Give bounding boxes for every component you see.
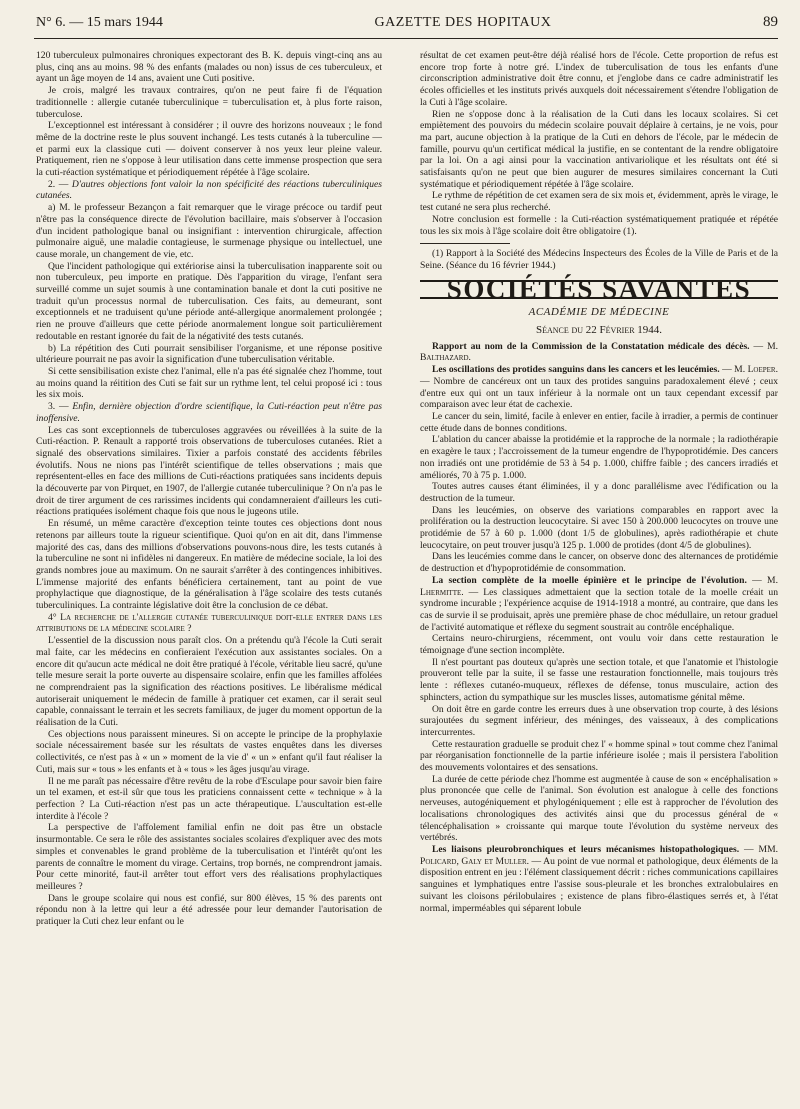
paragraph: La durée de cette période chez l'homme est augmentée à cause de son « encéphalisation » plus prononcée que celle de l'animal. Son évolution est analogue à celle des fonctions nerveuses, autogéniquement et phylogéniquement ; elle est à rapprocher de l'évolution des localisations chronologiques des activités ainsi que du processus général de « télencéphalisation » croissante qui marque toute l'évolution du système nerveux des vertébrés. bbox=[420, 773, 778, 844]
paragraph: Cette restauration graduelle se produit chez l' « homme spinal » tout comme chez l'animal par réorganisation fonctionnelle de la partie inférieure isolée ; mais il persistera l'abolition des mouvements volontaires et des sensations. bbox=[420, 738, 778, 774]
paragraph: On doit être en garde contre les erreurs dues à une observation trop courte, à des lésions surajoutées du segment inférieur, des méninges, des vaisseaux, à des complications intercurrentes. bbox=[420, 703, 778, 738]
section-banner: SOCIÉTÉS SAVANTES bbox=[420, 280, 778, 300]
paragraph: Le cancer du sein, limité, facile à enlever en entier, facile à irradier, a permis de continuer cette étude dans de bonnes conditions. bbox=[420, 410, 778, 434]
paragraph: Les cas sont exceptionnels de tuberculoses aggravées ou réveillées à la suite de la Cuti-réaction. P. Renault a rapporté trois observations de tuberculoses cutanées. Riet a signalé des observations similaires. Tixier a parfois constaté des accidents fébriles évolutifs. Nous ne nions pas l'intérêt scientifique de telles observations ; mais que représentent-elles en face des millions de Cuti-réactions pratiquées sans incidents depuis la découverte par von Pirquet, en 1907, de l'allergie cutanée tuberculinique ? On n'a pas le droit de tirer argument de ces rarissimes incidents qui condamneraient d'ailleurs les cuti-réactions pratiquées isolément chaque fois que nous le jugeons utile. bbox=[36, 424, 382, 518]
section-title: La recherche de l'allergie cutanée tuberculinique doit-elle entrer dans les attributions de la médecine scolaire ? bbox=[36, 611, 382, 635]
paragraph: Dans le groupe scolaire qui nous est confié, sur 800 élèves, 15 % des parents ont répondu non à la lettre qui leur a été adressée pour leur demander l'autorisation de pratiquer la Cuti chez leur enfant ou le bbox=[36, 892, 382, 928]
paragraph: En résumé, un même caractère d'exception teinte toutes ces objections dont nous retenons par ailleurs toute la rigueur scientifique. Quoi qu'on en ait dit, dans l'immense majorité des cas, dans des millions d'observations pouvons-nous dire, les tests cutanés à la tuberculine ne sont ni infidèles ni dangereux. En matière de médecine sociale, la loi des grands nombres joue au maximum. On ne saurait s'arrêter à des contingences inhibitives. L'immense majorité des enfants bénéficiera certainement, tant au point de vue prophylactique que diagnostique, de la généralisation à l'âge scolaire des tests cutanés tuberculiniques. La contrainte législative doit être la conclusion de ce débat. bbox=[36, 518, 382, 612]
communication-entry bbox=[420, 575, 778, 634]
paragraph: L'exceptionnel est intéressant à considérer ; il ouvre des horizons nouveaux ; le fond même de la doctrine reste le plus souvent inchangé. Les tests cutanés à la tuberculine — et parmi eux la classique cuti — doivent conserver à nos yeux leur pleine valeur. Pratiquement, rien ne s'oppose à leur utilisation dans cette immense prospection que sera la cuti-réaction systématique et périodiquement répétée à l'âge scolaire. bbox=[36, 120, 382, 179]
communication-entry bbox=[420, 364, 778, 411]
communication-title: Les liaisons pleurobronchiques et leurs mécanismes histopathologiques. bbox=[432, 844, 740, 855]
issue-number: N° 6. — 15 mars 1944 bbox=[36, 15, 163, 30]
communication-author: — M. Loeper. — bbox=[420, 364, 778, 387]
communication-title: La section complète de la moelle épinière et le principe de l'évolution. bbox=[432, 574, 747, 586]
paragraph: Le rythme de répétition de cet examen sera de six mois et, évidemment, après le virage, le test cutané ne sera plus recherché. bbox=[420, 190, 778, 214]
paragraph: La perspective de l'affolement familial enfin ne doit pas être un obstacle insurmontable. Ce sera le rôle des assistantes sociales scolaires d'expliquer avec des mots simples et convenables le grand problème de la tuberculisation et l'intérêt qu'ont les parents de connaître le moment du virage. Certains, trop bornés, ne comprendront jamais. Pour cette minorité, faut-il arrêter tout effort vers des réalisations prophylactiques meilleures ? bbox=[36, 822, 382, 892]
section-heading bbox=[36, 612, 382, 635]
communication-text: Les classiques admettaient que la section totale de la moelle créait un syndrome incurable ; l'expérience acquise de 1914-1918 a montré, au contraire, que dans les cas de survie il se produisait, après une première phase de choc médullaire, un retour graduel de l'activité automatique et réflexe du segment soustrait au contrôle encéphalique. bbox=[420, 586, 779, 633]
paragraph: Toutes autres causes étant éliminées, il y a donc parallélisme avec l'édification ou la destruction de la tumeur. bbox=[420, 481, 778, 504]
communication-author: — MM. Policard, Galy et Muller. — bbox=[420, 844, 778, 867]
session-date: Séance du 22 Février 1944. bbox=[535, 324, 663, 337]
objection-heading bbox=[36, 401, 382, 424]
paragraph: Dans les leucémies comme dans le cancer, on observe donc des alternances de protidémie de destruction et d'hypoprotidémie de consommation. bbox=[420, 551, 778, 575]
academy-heading: ACADÉMIE DE MÉDECINE bbox=[528, 306, 670, 319]
running-header bbox=[36, 14, 778, 36]
journal-title: GAZETTE DES HOPITAUX bbox=[374, 15, 552, 30]
objection-title: D'autres objections font valoir la non spécificité des réactions tuberculiniques cutanées. bbox=[36, 178, 382, 202]
paragraph: Notre conclusion est formelle : la Cuti-réaction systématiquement pratiquée et répétée tous les six mois à l'âge scolaire doit être obligatoire (1). bbox=[420, 213, 778, 237]
paragraph: Je crois, malgré les travaux contraires, qu'on ne peut faire fi de l'équation traditionnelle : allergie cutanée tuberculinique = tuberculisation et, à plus forte raison, tuberculose. bbox=[36, 85, 382, 120]
paragraph: Que l'incident pathologique qui extériorise ainsi la tuberculisation inapparente soit ou non tuberculeux, peu importe en pratique. Dès l'apparition du virage, l'enfant sera surveillé comme un sujet soumis à une contamination banale et dont la cuti positive ne traduit qu'un processus normal de tuberculisation. Ces faits, au demeurant, sont exceptionnels et ne traduisent qu'une période anté-allergique anormalement prolongée ; rien ne prouve d'ailleurs que cette période anormalement longue soit particulièrement redoutable en restant ignorée du fait de la négativité des tests cutanés. bbox=[36, 260, 382, 342]
communication-title: Les oscillations des protides sanguins dans les cancers et les leucémies. bbox=[432, 364, 720, 376]
paragraph: Il n'est pourtant pas douteux qu'après une section totale, et que l'anatomie et l'histologie prouveront telle par la suite, il se fasse une restauration fonctionnelle, mais toujours très lente : réflexes cutanéo-muqueux, réflexes de défense, tonus musculaire, action des sphincters, action du sympathique sur les muscles lisses, automatisme génital même. bbox=[420, 656, 778, 703]
communication-author: — M. Lhermitte. — bbox=[420, 574, 778, 598]
right-column bbox=[420, 50, 778, 914]
communication-text: Nombre de cancéreux ont un taux des protides sanguins paradoxalement élevé ; ceux d'entre eux qui ont un taux inférieur à la normale ont un taux cependant excessif par comparaison avec leur état de cachexie. bbox=[420, 375, 778, 411]
paragraph: Rien ne s'oppose donc à la réalisation de la Cuti dans les locaux scolaires. Si cet empiètement des pouvoirs du médecin scolaire pouvait déplaire à certains, je ne vois, pour ma part, aucune objection à la pratique de la Cuti en dehors de l'école, par le médecin de famille, pourvu qu'un certificat médical la justifie, en se contentant de la rendre obligatoire par la loi. On a agi ainsi pour la vaccination antivariolique et les résultats ont été si satisfaisants qu'on ne peut que bien augurer de mesures similaires concernant la Cuti systématique et périodiquement répétée à l'âge scolaire. bbox=[420, 108, 778, 190]
paragraph: b) La répétition des Cuti pourrait sensibiliser l'organisme, et une réponse positive ultérieure pourrait ne pas avoir la signification d'une tuberculisation véritable. bbox=[36, 342, 382, 366]
paragraph: Ces objections nous paraissent mineures. Si on accepte le principe de la prophylaxie sociale nécessairement basée sur les résultats de vastes enquêtes dans les diverses collectivités, ce n'est pas à « un » moment de la vie d' « un » enfant qu'il faut réaliser la Cuti, mais sur « tous » les enfants et à « tous » les âges jusqu'au virage. bbox=[36, 728, 382, 775]
communication-entry bbox=[420, 844, 778, 914]
footnote-rule bbox=[420, 243, 510, 244]
objection-title: Enfin, dernière objection d'ordre scientifique, la Cuti-réaction peut n'être pas inoffensive. bbox=[36, 401, 382, 424]
paragraph: 120 tuberculeux pulmonaires chroniques expectorant des B. K. depuis vingt-cinq ans au plus, cinq ans au moins. 98 % des enfants (malades ou non) issus de ces tuberculeux, et ayant un âge moyen de 14 ans, avaient une Cuti positive. bbox=[36, 50, 382, 85]
report-title: Rapport au nom de la Commission de la Constatation médicale des décès. bbox=[432, 340, 750, 352]
header-rule bbox=[34, 38, 778, 39]
paragraph: L'ablation du cancer abaisse la protidémie et la rapproche de la normale ; la radiothérapie en exagère le taux ; l'accroissement de la tumeur engendre de l'hypoprotidémie. Des cancers non irradiés ont une protidémie de 53 à 54 p. 1.000, chiffre faible ; des cancers irradiés et améliorés, 70 à 75 p. 1.000. bbox=[420, 434, 778, 481]
paragraph: Dans les leucémies, on observe des variations comparables en rapport avec la prolifération ou la destruction leucocytaire. Si avec 150 à 200.000 leucocytes on trouve une protidémie de 57 à 60 p. 1.000 (dont 1/5 de globulines), après radiothérapie et chute leucocytaire, on peut trouver jusqu'à 125 p. 1.000 de protides (dont 4/5 de globulines). bbox=[420, 504, 778, 551]
objection-number: 2. — bbox=[48, 178, 69, 190]
objection-heading bbox=[36, 179, 382, 202]
page-number: 89 bbox=[762, 14, 778, 30]
paragraph: Si cette sensibilisation existe chez l'animal, elle n'a pas été signalée chez l'homme, tout au moins quand la réitition des Cuti se fait sur un rythme lent, tel celui proposé ici : tous les six mois. bbox=[36, 365, 382, 401]
report-entry bbox=[420, 341, 778, 364]
left-column bbox=[36, 50, 382, 928]
objection-number: 3. — bbox=[48, 401, 69, 413]
communication-text: Au point de vue normal et pathologique, deux éléments de la disposition entrent en jeu : l'élément classiquement décrit : riches communications capillaires sanguines et lymphatiques entre l'assise sous-pleurale et les bronches extralobulaires en suivant les cloisons périlobulaires ; existence de plans fibro-élastiques serrés et, à l'état normal, imperméables qui séparent lobule bbox=[420, 855, 778, 914]
footnote: (1) Rapport à la Société des Médecins Inspecteurs des Écoles de la Ville de Paris et de la Seine. (Séance du 16 février 1944.) bbox=[420, 248, 778, 271]
report-author: — M. Balthazard. bbox=[420, 340, 779, 364]
paragraph: Certains neuro-chirurgiens, récemment, ont voulu voir dans cette restauration le témoignage d'une section incomplète. bbox=[420, 633, 778, 657]
paragraph: L'essentiel de la discussion nous paraît clos. On a prétendu qu'à l'école la Cuti serait mal faite, car les médecins en confieraient l'exécution aux assistantes sociales. On a encore dit qu'aucun acte médical ne doit être pratiqué à l'école, véritable lieu sacré, qu'une telle mesure serait la porte ouverte au dispensaire scolaire, enfin que les familles affolées ne comprendraient pas la signification des réactions positives. Le libéralisme médical autoriserait uniquement le médecin de famille à pratiquer cet examen, car il serait seul capable, connaissant le terrain et les secrets familiaux, de juger du moment opportun de la réalisation de la Cuti. bbox=[36, 635, 382, 729]
section-number: 4° bbox=[48, 611, 57, 623]
paragraph: résultat de cet examen peut-être déjà réalisé hors de l'école. Cette proportion de refus est encore trop forte à notre gré. L'index de tuberculisation de tous les enfants d'une circonscription administrative doit être connu, et j'englobe dans ce cadre administratif les écoles officielles et les instituts privés auxquels doit nécessairement s'étendre l'obligation de la Cuti à l'âge scolaire. bbox=[420, 50, 778, 108]
paragraph: a) M. le professeur Bezançon a fait remarquer que le virage précoce ou tardif peut n'être pas la conséquence directe de l'évolution bacillaire, mais s'observer à l'occasion d'un incident pathologique banal ou insignifiant : intervention chirurgicale, affection pulmonaire aiguë, une maladie contagieuse, le surmenage physique ou intellectuel, une cause morale, un changement de vie, etc. bbox=[36, 202, 382, 260]
paragraph: Il ne me paraît pas nécessaire d'être revêtu de la robe d'Esculape pour savoir bien faire un tel examen, et est-il sûr que tous les praticiens connaissent cette « technique » à la perfection ? La Cuti-réaction n'est pas un acte thérapeutique. L'auscultation est-elle interdite à l'école ? bbox=[36, 775, 382, 822]
